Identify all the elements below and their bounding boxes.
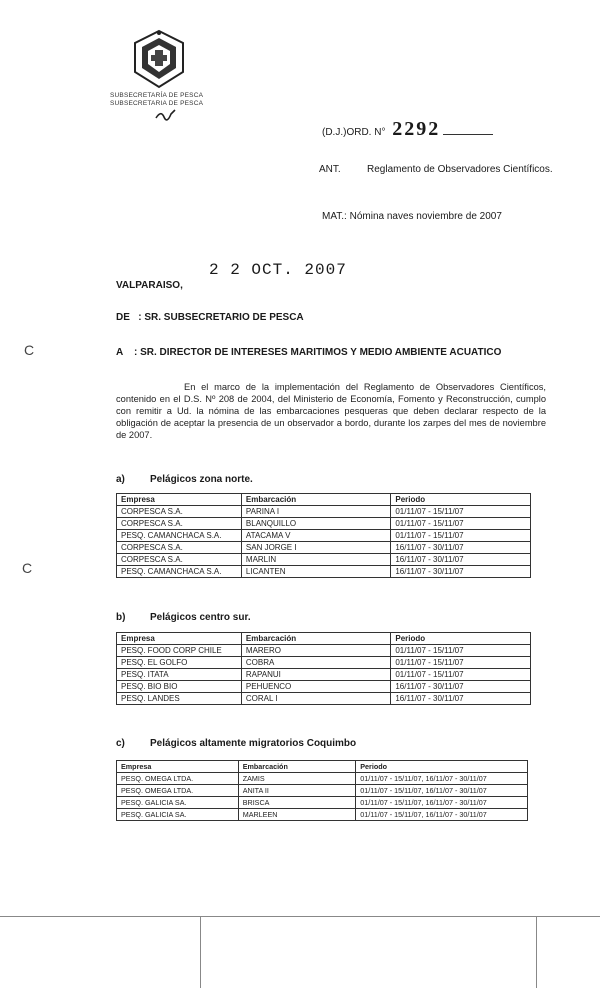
- ant-text: Reglamento de Observadores Científicos.: [367, 164, 553, 175]
- to-line: [116, 347, 501, 358]
- scan-fold-line: [200, 916, 201, 988]
- table-row: PESQ. ITATA RAPANUI 01/11/07 - 15/11/07: [117, 669, 531, 681]
- to-text: : SR. DIRECTOR DE INTERESES MARITIMOS Y MEDIO AMBIENTE ACUATICO: [133, 347, 502, 358]
- body-paragraph: En el marco de la implementación del Reglamento de Observadores Científicos, contenido en el D.S. Nº 208 de 2004, del Ministerio de Economía, Fomento y Reconstrucción, cumplo con remitir a Ud. la nómina de las embarcaciones pesqueras que deben declarar respecto de la obligación de aceptar la presencia de un observador a bordo, durante los zarpes del mes de noviembre de 2007.: [116, 382, 546, 440]
- table-pelagicos-norte: [116, 493, 531, 578]
- mat-text: Nómina naves noviembre de 2007: [349, 211, 502, 222]
- ord-label: (D.J.)ORD. N°: [322, 127, 386, 138]
- table-row: PESQ. FOOD CORP CHILE MARERO 01/11/07 - 15/11/07: [117, 645, 531, 657]
- scan-fold-line: [536, 916, 537, 988]
- table-row: PESQ. OMEGA LTDA. ANITA II 01/11/07 - 15/11/07, 16/11/07 - 30/11/07: [117, 785, 528, 797]
- institution-logo-icon: [128, 28, 190, 90]
- scan-edge-line: [0, 916, 600, 917]
- institution-name: SUBSECRETARÍA DE PESCA SUBSECRETARIA DE PESCA: [110, 92, 204, 107]
- signature-mark-icon: [155, 108, 177, 125]
- mat-label: MAT.:: [322, 211, 347, 222]
- date-stamp: 2 2 OCT. 2007: [209, 261, 347, 279]
- table-header-row: Empresa Embarcación Periodo: [117, 633, 531, 645]
- table-row: PESQ. GALICIA SA. MARLEEN 01/11/07 - 15/11/07, 16/11/07 - 30/11/07: [117, 809, 528, 821]
- table-row: PESQ. CAMANCHACA S.A. LICANTEN 16/11/07 - 30/11/07: [117, 566, 531, 578]
- ant-label: ANT.: [319, 164, 341, 175]
- table-pelagicos-centro-sur: [116, 632, 531, 705]
- table-row: CORPESCA S.A. SAN JORGE I 16/11/07 - 30/11/07: [117, 542, 531, 554]
- from-text: : SR. SUBSECRETARIO DE PESCA: [138, 312, 304, 323]
- table-header-row: Empresa Embarcación Periodo: [117, 494, 531, 506]
- section-c-title: c) Pelágicos altamente migratorios Coquimbo: [116, 738, 357, 749]
- section-a-title: a) Pelágicos zona norte.: [116, 474, 253, 485]
- punch-hole-icon: C: [24, 342, 35, 358]
- table-row: PESQ. CAMANCHACA S.A. ATACAMA V 01/11/07 - 15/11/07: [117, 530, 531, 542]
- section-b-title: b) Pelágicos centro sur.: [116, 612, 251, 623]
- table-row: CORPESCA S.A. BLANQUILLO 01/11/07 - 15/11/07: [117, 518, 531, 530]
- mat-block: [322, 211, 502, 222]
- from-line: [116, 312, 304, 323]
- punch-hole-icon: C: [22, 560, 33, 576]
- table-row: PESQ. LANDES CORAL I 16/11/07 - 30/11/07: [117, 693, 531, 705]
- table-row: PESQ. EL GOLFO COBRA 01/11/07 - 15/11/07: [117, 657, 531, 669]
- place-label: VALPARAISO,: [116, 280, 183, 291]
- table-row: PESQ. OMEGA LTDA. ZAMIS 01/11/07 - 15/11/07, 16/11/07 - 30/11/07: [117, 773, 528, 785]
- table-header-row: Empresa Embarcación Periodo: [117, 761, 528, 773]
- from-label: DE: [116, 312, 130, 323]
- table-row: PESQ. GALICIA SA. BRISCA 01/11/07 - 15/11/07, 16/11/07 - 30/11/07: [117, 797, 528, 809]
- table-pelagicos-migratorios: [116, 760, 528, 821]
- ord-number: 2292: [392, 118, 441, 140]
- table-row: CORPESCA S.A. MARLIN 16/11/07 - 30/11/07: [117, 554, 531, 566]
- table-row: CORPESCA S.A. PARINA I 01/11/07 - 15/11/07: [117, 506, 531, 518]
- to-label: A: [116, 347, 123, 358]
- ord-reference: [322, 118, 493, 141]
- table-row: PESQ. BIO BIO PEHUENCO 16/11/07 - 30/11/07: [117, 681, 531, 693]
